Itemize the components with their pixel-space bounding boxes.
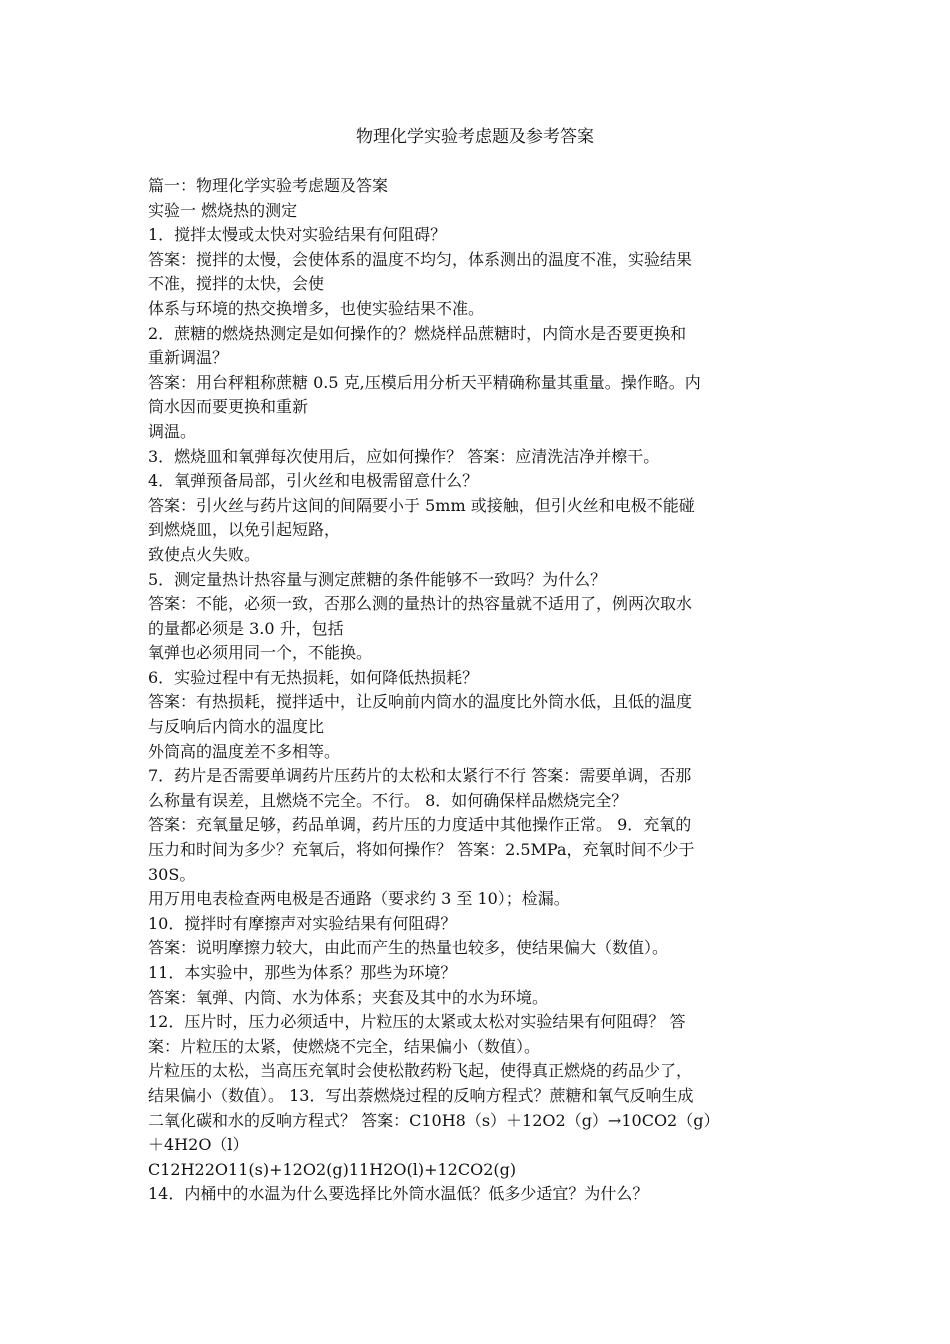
text-line: 重新调温？ bbox=[148, 348, 229, 368]
text-line: 2．蔗糖的燃烧热测定是如何操作的？燃烧样品蔗糖时，内筒水是否要更换和 bbox=[148, 323, 687, 343]
text-line: 答案：氧弹、内筒、水为体系；夹套及其中的水为环境。 bbox=[148, 987, 549, 1007]
text-line: 4．氧弹预备局部，引火丝和电极需留意什么？ bbox=[148, 471, 479, 491]
text-line: ＋4H2O（l） bbox=[148, 1135, 249, 1155]
text-line: C12H22O11(s)+12O2(g)11H2O(l)+12CO2(g) bbox=[148, 1159, 517, 1179]
text-line: 6．实验过程中有无热损耗，如何降低热损耗？ bbox=[148, 667, 479, 687]
text-line: 外筒高的温度差不多相等。 bbox=[148, 741, 341, 761]
text-line: 案：片粒压的太紧，使燃烧不完全，结果偏小（数值）。 bbox=[148, 1036, 541, 1056]
text-line: 10．搅拌时有摩擦声对实验结果有何阻碍？ bbox=[148, 913, 457, 933]
text-line: 14．内桶中的水温为什么要选择比外筒水温低？低多少适宜？为什么？ bbox=[148, 1184, 649, 1204]
text-line: 5．测定量热计热容量与测定蔗糖的条件能够不一致吗？为什么？ bbox=[148, 569, 607, 589]
text-line: 1．搅拌太慢或太快对实验结果有何阻碍？ bbox=[148, 225, 447, 245]
text-line: 3．燃烧皿和氧弹每次使用后，应如何操作？ 答案：应清洗洁净并檫干。 bbox=[148, 446, 660, 466]
document-title: 物理化学实验考虑题及参考答案 bbox=[356, 127, 594, 147]
text-line: 答案：引火丝与药片这间的间隔要小于 5mm 或接触，但引火丝和电极不能碰 bbox=[148, 495, 695, 515]
text-line: 致使点火失败。 bbox=[148, 544, 261, 564]
text-line: 答案：搅拌的太慢，会使体系的温度不均匀，体系测出的温度不准，实验结果 bbox=[148, 249, 693, 269]
text-line: 答案：有热损耗，搅拌适中，让反响前内筒水的温度比外筒水低，且低的温度 bbox=[148, 692, 693, 712]
text-line: 30S。 bbox=[148, 864, 196, 884]
text-line: 体系与环境的热交换增多，也使实验结果不准。 bbox=[148, 298, 485, 318]
text-line: 二氧化碳和水的反响方程式？ 答案：C10H8（s）＋12O2（g）→10CO2（g） bbox=[148, 1110, 720, 1130]
text-line: 结果偏小（数值）。 13．写出萘燃烧过程的反响方程式？蔗糖和氧气反响生成 bbox=[148, 1085, 694, 1105]
text-line: 答案：说明摩擦力较大，由此而产生的热量也较多，使结果偏大（数值）。 bbox=[148, 938, 669, 958]
text-line: 压力和时间为多少？充氧后，将如何操作？ 答案：2.5MPa，充氧时间不少于 bbox=[148, 840, 695, 860]
text-line: 到燃烧皿，以免引起短路， bbox=[148, 520, 341, 540]
text-line: 调温。 bbox=[148, 421, 197, 441]
text-line: 氧弹也必须用同一个，不能换。 bbox=[148, 643, 373, 663]
text-line: 答案：不能，必须一致，否那么测的量热计的热容量就不适用了，例两次取水 bbox=[148, 594, 693, 614]
text-line: 与反响后内筒水的温度比 bbox=[148, 717, 325, 737]
text-line: 12．压片时，压力必须适中，片粒压的太紧或太松对实验结果有何阻碍？ 答 bbox=[148, 1012, 686, 1032]
text-line: 么称量有误差，且燃烧不完全。不行。 8．如何确保样品燃烧完全？ bbox=[148, 790, 628, 810]
text-line: 用万用电表检查两电极是否通路（要求约 3 至 10）；检漏。 bbox=[148, 889, 570, 909]
text-line: 筒水因而要更换和重新 bbox=[148, 397, 309, 417]
text-line: 片粒压的太松，当高压充氧时会使松散药粉飞起，使得真正燃烧的药品少了， bbox=[148, 1061, 693, 1081]
document-body bbox=[148, 174, 808, 1207]
text-line: 的量都必须是 3.0 升，包括 bbox=[148, 618, 344, 638]
text-line: 答案：用台秤粗称蔗糖 0.5 克,压模后用分析天平精确称量其重量。操作略。内 bbox=[148, 372, 701, 392]
text-line: 11．本实验中，那些为体系？那些为环境？ bbox=[148, 963, 457, 982]
text-line: 不准，搅拌的太快，会使 bbox=[148, 274, 325, 294]
text-line: 篇一：物理化学实验考虑题及答案 bbox=[148, 176, 389, 195]
text-line: 答案：充氧量足够，药品单调，药片压的力度适中其他操作正常。 9．充氧的 bbox=[148, 815, 692, 835]
text-line: 7．药片是否需要单调药片压药片的太松和太紧行不行 答案：需要单调，否那 bbox=[148, 766, 692, 786]
text-line: 实验一 燃烧热的测定 bbox=[148, 200, 298, 220]
